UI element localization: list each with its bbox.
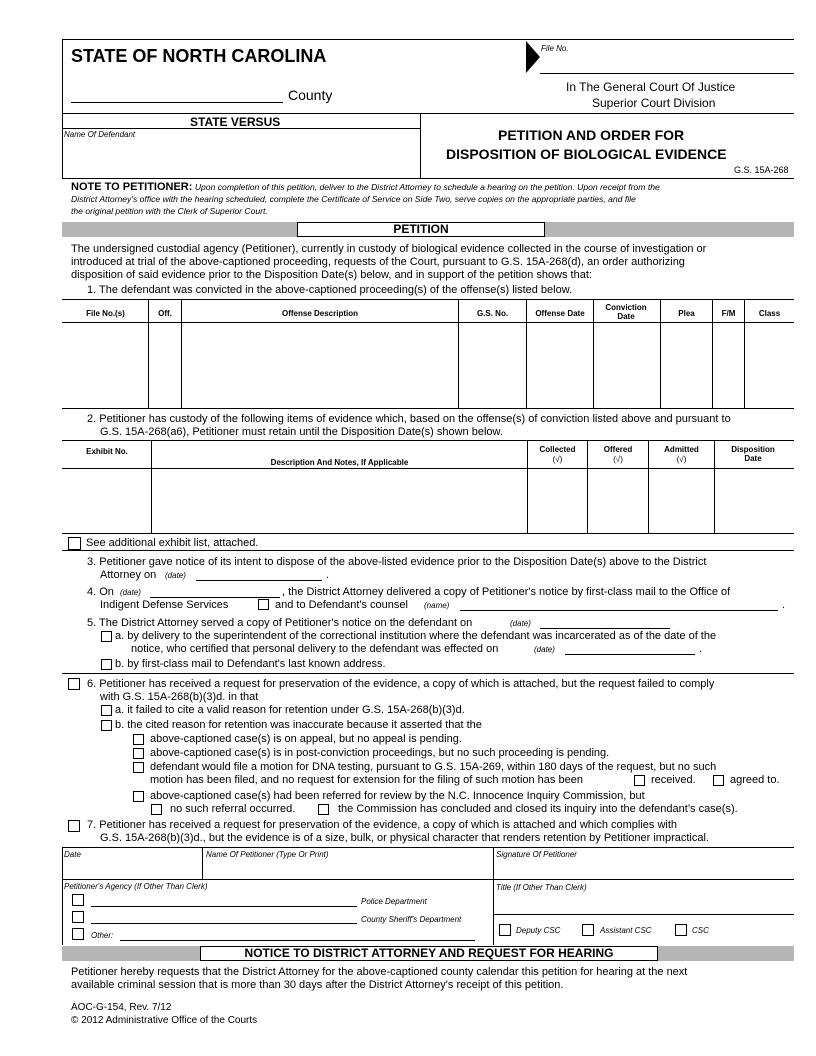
petition-intro-3: disposition of said evidence prior to the Disposition Date(s) below, and in support of the petition shows that: [71, 269, 592, 281]
item5a-date-label: (date) [534, 645, 555, 654]
county-field[interactable] [71, 102, 283, 103]
other-field[interactable] [120, 940, 475, 941]
petition-item-3-line-1: 3. Petitioner gave notice of its intent to dispose of the above-listed evidence prior to the Disposition Date(s) above to the District [87, 556, 707, 568]
offense-table-body[interactable] [63, 323, 794, 408]
commission-concluded-checkbox[interactable] [318, 804, 329, 815]
item6b-dna-checkbox[interactable] [133, 762, 144, 773]
item3-period: . [326, 569, 330, 581]
item4-date-field[interactable] [150, 597, 280, 598]
item4-name-field[interactable] [460, 610, 778, 611]
assistant-csc-checkbox[interactable] [582, 924, 594, 936]
petition-item-4-on: 4. On [87, 586, 114, 598]
defendant-name-label: Name Of Defendant [64, 130, 136, 139]
court-line-2: Superior Court Division [592, 96, 716, 110]
item5a-period: . [699, 643, 703, 655]
col-gs-no: G.S. No. [476, 309, 509, 318]
assistant-csc-label: Assistant CSC [600, 926, 652, 935]
exhibit-table-body[interactable] [63, 469, 794, 533]
item7-line-2: G.S. 15A-268(b)(3)d., but the evidence is of a size, bulk, or physical character that renders retention by Petitioner impractical. [100, 832, 709, 844]
col-offered-check: (√) [613, 455, 623, 464]
form-title-line-2: DISPOSITION OF BIOLOGICAL EVIDENCE [446, 146, 727, 162]
item6-checkbox[interactable] [68, 678, 80, 690]
petition-intro-2: introduced at trial of the above-captioned proceeding, requests of the Court, pursuant to G.S. 15A-268(d), an order authorizing [71, 256, 685, 268]
petition-item-2-line-1: 2. Petitioner has custody of the following items of evidence which, based on the offense(s) of conviction listed above and pursuant to [87, 413, 731, 425]
col-collected: Collected [539, 445, 576, 454]
col-description: Description And Notes, If Applicable [270, 458, 409, 467]
petition-item-5: 5. The District Attorney served a copy of Petitioner's notice on the defendant on [87, 617, 473, 629]
police-checkbox[interactable] [72, 894, 84, 906]
received-label: received. [651, 774, 696, 786]
agency-label: Petitioner's Agency (If Other Than Clerk) [64, 882, 208, 891]
col-class: Class [758, 309, 781, 318]
item5a-line-1: a. by delivery to the superintendent of the correctional institution where the defendant was incarcerated as of the date of the [115, 630, 717, 642]
other-checkbox[interactable] [72, 928, 84, 940]
col-offense-date: Offense Date [535, 309, 585, 318]
no-referral-label: no such referral occurred. [170, 803, 296, 815]
item7-line-1: 7. Petitioner has received a request for preservation of the evidence, a copy of which is attached and which complies with [87, 819, 678, 831]
col-admitted: Admitted [664, 445, 699, 454]
other-label: Other: [91, 931, 114, 940]
item6-line-1: 6. Petitioner has received a request for preservation of the evidence, a copy of which is attached, but the request failed to comply [87, 678, 715, 690]
col-plea: Plea [678, 309, 695, 318]
sheriff-label: County Sheriff's Department [361, 915, 462, 924]
file-no-field[interactable] [540, 73, 794, 74]
col-fm: F/M [721, 309, 736, 318]
item4-name-label: (name) [424, 601, 450, 610]
petition-item-1: 1. The defendant was convicted in the above-captioned proceeding(s) of the offense(s) listed below. [87, 284, 573, 296]
court-line-1: In The General Court Of Justice [566, 80, 736, 94]
item3-date-field[interactable] [196, 580, 322, 581]
item5a-date-field[interactable] [565, 654, 695, 655]
sheriff-field[interactable] [91, 923, 357, 924]
item5-date-field[interactable] [540, 628, 670, 629]
item6b-postconviction-label: above-captioned case(s) is in post-conviction proceedings, but no such proceeding is pending. [150, 747, 610, 759]
item3-date-label: (date) [165, 571, 186, 580]
col-offense-description: Offense Description [281, 309, 358, 318]
item6a-label: a. it failed to cite a valid reason for retention under G.S. 15A-268(b)(3)d. [115, 704, 465, 716]
sig-date-field[interactable] [63, 860, 201, 878]
item6b-label: b. the cited reason for retention was inaccurate because it asserted that the [115, 719, 482, 731]
item6b-dna-line-1: defendant would file a motion for DNA testing, pursuant to G.S. 15A-269, within 180 days of the request, but no such [150, 761, 717, 773]
col-exhibit-no: Exhibit No. [86, 447, 128, 456]
no-referral-checkbox[interactable] [151, 804, 162, 815]
item5a-line-2: notice, who certified that personal delivery to the defendant was effected on [131, 643, 499, 655]
copyright: © 2012 Administrative Office of the Courts [71, 1015, 258, 1026]
notice-heading: NOTICE TO DISTRICT ATTORNEY AND REQUEST FOR HEARING [200, 946, 658, 961]
item6-line-2: with G.S. 15A-268(b)(3)d. in that [100, 691, 259, 703]
sig-signature-field[interactable] [494, 860, 794, 878]
petition-item-3-line-2: Attorney on [100, 569, 157, 581]
item4-date-label: (date) [120, 588, 141, 597]
notice-text-1: Petitioner hereby requests that the District Attorney for the above-captioned county calendar this petition for hearing at the next [71, 966, 688, 978]
sig-signature-label: Signature Of Petitioner [496, 850, 577, 859]
item5a-checkbox[interactable] [101, 631, 112, 642]
item6b-checkbox[interactable] [101, 720, 112, 731]
deputy-csc-label: Deputy CSC [516, 926, 561, 935]
petition-heading: PETITION [297, 222, 545, 237]
item6b-innocence-label: above-captioned case(s) had been referred for review by the N.C. Innocence Inquiry Commission, but [150, 790, 645, 802]
item4-counsel-label: and to Defendant's counsel [275, 599, 408, 611]
item6b-innocence-checkbox[interactable] [133, 791, 144, 802]
item5b-label: b. by first-class mail to Defendant's last known address. [115, 658, 386, 670]
item4-counsel-checkbox[interactable] [258, 599, 269, 610]
see-additional-label: See additional exhibit list, attached. [86, 537, 259, 549]
note-line-1 [71, 181, 660, 193]
title-field[interactable] [494, 893, 794, 913]
item6a-checkbox[interactable] [101, 705, 112, 716]
state-title: STATE OF NORTH CAROLINA [71, 46, 327, 66]
item6b-appeal-checkbox[interactable] [133, 734, 144, 745]
agreed-checkbox[interactable] [713, 775, 724, 786]
col-file-no: File No.(s) [86, 309, 125, 318]
see-additional-checkbox[interactable] [68, 537, 81, 550]
item5b-checkbox[interactable] [101, 659, 112, 670]
col-admitted-check: (√) [676, 455, 687, 464]
form-title-line-1: PETITION AND ORDER FOR [498, 127, 685, 143]
col-off: Off. [158, 309, 172, 318]
csc-checkbox[interactable] [675, 924, 687, 936]
col-disposition-date: Disposition Date [731, 445, 775, 463]
col-collected-check: (√) [552, 455, 563, 464]
received-checkbox[interactable] [634, 775, 645, 786]
title-label: Title (If Other Than Clerk) [496, 883, 587, 892]
police-label: Police Department [361, 897, 427, 906]
col-offered: Offered [603, 445, 633, 454]
item7-checkbox[interactable] [68, 820, 80, 832]
petition-intro-1: The undersigned custodial agency (Petitioner), currently in custody of biological evidence collected in the course of investigation or [71, 243, 707, 255]
defendant-name-field[interactable] [63, 140, 419, 176]
file-no-label: File No. [541, 44, 569, 53]
item4-ids-label: Indigent Defense Services [100, 599, 229, 611]
commission-concluded-label: the Commission has concluded and closed its inquiry into the defendant’s case(s). [338, 803, 738, 815]
deputy-csc-checkbox[interactable] [499, 924, 511, 936]
sheriff-checkbox[interactable] [72, 911, 84, 923]
note-text-2: District Attorney's office with the hearing scheduled, complete the Certificate of Service on Side Two, serve copies on the appropriate parties, and file [71, 194, 636, 204]
sig-date-label: Date [64, 850, 81, 859]
police-field[interactable] [91, 906, 357, 907]
petition-item-4-text: , the District Attorney delivered a copy of Petitioner's notice by first-class mail to the Office of [282, 586, 731, 598]
file-no-arrow-icon [526, 41, 540, 73]
item6b-postconviction-checkbox[interactable] [133, 748, 144, 759]
form-number: AOC-G-154, Rev. 7/12 [71, 1002, 172, 1013]
sig-name-label: Name Of Petitioner (Type Or Print) [206, 850, 329, 859]
item4-period: . [782, 599, 786, 611]
note-label: NOTE TO PETITIONER: [71, 181, 193, 193]
col-conviction-date: Conviction Date [605, 303, 647, 321]
item5-date-label: (date) [510, 619, 531, 628]
item6b-appeal-label: above-captioned case(s) is on appeal, but no appeal is pending. [150, 733, 462, 745]
petition-item-2-line-2: G.S. 15A-268(a6), Petitioner must retain until the Disposition Date(s) shown below. [100, 426, 503, 438]
state-versus-label: STATE VERSUS [190, 115, 281, 129]
item6b-dna-line-2: motion has been filed, and no request for extension for the filing of such motion has been [150, 774, 583, 786]
notice-text-2: available criminal session that is more than 30 days after the District Attorney's receipt of this petition. [71, 979, 564, 991]
note-text-1: Upon completion of this petition, deliver to the District Attorney to schedule a hearing on the petition. Upon receipt from the [194, 182, 660, 192]
sig-name-field[interactable] [203, 860, 492, 878]
csc-label: CSC [692, 926, 709, 935]
statute-ref: G.S. 15A-268 [734, 165, 789, 175]
agreed-label: agreed to. [730, 774, 780, 786]
note-text-3: the original petition with the Clerk of Superior Court. [71, 206, 268, 216]
county-label: County [288, 87, 333, 103]
